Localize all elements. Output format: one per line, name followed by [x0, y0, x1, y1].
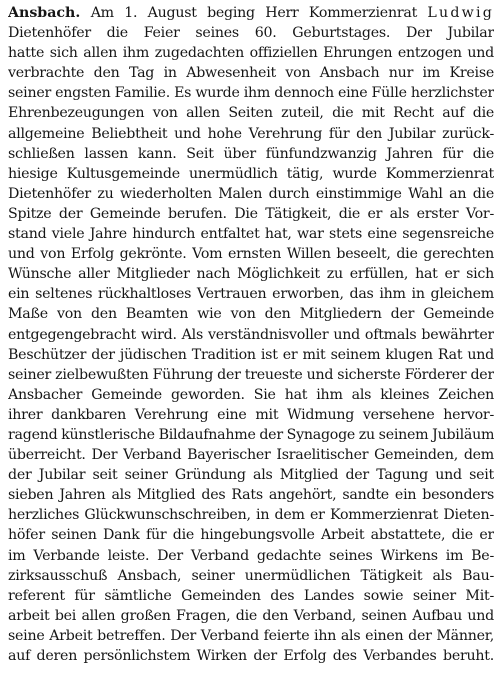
article-line-13: und von Erfolg gekrönte. Vom ernsten Willen beseelt, die gerechten: [8, 246, 494, 263]
article-line-30: referent für sämtliche Gemeinden des Landes sowie seiner Mit-: [8, 587, 494, 604]
article-text-1a: Am 1. August beging Herr Kommerzienrat: [90, 5, 418, 21]
article-line-11: Spitze der Gemeinde berufen. Die Tätigkeit, die er als erster Vor-: [8, 205, 494, 222]
article-line-15: ein seltenes rückhaltloses Vertrauen erworben, das ihm in gleichem: [8, 286, 494, 303]
article-line-22: ragend künstlerische Bildaufnahme der Synagoge zu seinem Jubiläum: [8, 426, 494, 443]
article-line-10: Dietenhöfer zu wiederholten Malen durch einstimmige Wahl an die: [8, 185, 494, 202]
article-line-26: herzliches Glückwunschschreiben, in dem er Kommerzienrat Dieten-: [8, 507, 494, 524]
article-line-20: Ansbacher Gemeinde geworden. Sie hat ihm als kleines Zeichen: [8, 386, 494, 403]
article-line-17: entgegengebracht wird. Als verständnisvoller und oftmals bewährter: [8, 326, 494, 343]
article-line-8: schließen lassen kann. Seit über fünfundzwanzig Jahren für die: [8, 145, 494, 162]
article-line-25: sieben Jahren als Mitglied des Rats angehört, sandte ein besonders: [8, 487, 494, 504]
article-line-5: seiner engsten Familie. Es wurde ihm dennoch eine Fülle herzlichster: [8, 85, 494, 102]
article-line-28: im Verbande leiste. Der Verband gedachte seines Wirkens im Be-: [8, 547, 494, 564]
article-line-3: hatte sich allen ihm zugedachten offiziellen Ehrungen entzogen und: [8, 45, 494, 62]
article-line-16: Maße von den Beamten wie von den Mitgliedern der Gemeinde: [8, 306, 494, 323]
article-line-9: hiesige Kultusgemeinde unermüdlich tätig, wurde Kommerzienrat: [8, 165, 494, 182]
article-line-31: arbeit bei allen großen Fragen, die den Verband, seinen Aufbau und: [8, 607, 494, 624]
article-text-1b: Ludwig: [427, 5, 494, 21]
article-line-18: Beschützer der jüdischen Tradition ist er mit seinem klugen Rat und: [8, 346, 494, 363]
article-line-27: höfer seinen Dank für die hingebungsvolle Arbeit abstattete, die er: [8, 527, 494, 544]
article-line-21: ihrer dankbaren Verehrung eine mit Widmung versehene hervor-: [8, 406, 494, 423]
article-line-19: seiner zielbewußten Führung der treueste und sicherste Förderer der: [8, 366, 494, 383]
article-line-32: seine Arbeit betreffen. Der Verband feierte ihn als einen der Männer,: [8, 627, 494, 644]
article-line-34: [8, 666, 494, 686]
article-line-1: [8, 3, 494, 23]
article-line-33: auf deren persönlichstem Wirken der Erfolg des Verbandes beruht.: [8, 648, 494, 664]
article-line-29: zirksausschuß Ansbach, seiner unermüdlichen Tätigkeit als Bau-: [8, 567, 494, 584]
article-line-7: allgemeine Beliebtheit und hohe Verehrung für den Jubilar zurück-: [8, 125, 494, 142]
article-line-6: Ehrenbezeugungen von allen Seiten zuteil, die mit Recht auf die: [8, 105, 494, 122]
article-line-23: überreicht. Der Verband Bayerischer Israelitischer Gemeinden, dem: [8, 447, 494, 464]
article-line-12: stand viele Jahre hindurch entfaltet hat, war stets eine segensreiche: [8, 226, 494, 243]
article-line-24: der Jubilar seit seiner Gründung als Mitglied der Tagung und seit: [8, 467, 494, 484]
article-line-4: verbrachte den Tag in Abwesenheit von Ansbach nur im Kreise: [8, 65, 494, 82]
article-line-2: Dietenhöfer die Feier seines 60. Geburtstages. Der Jubilar: [8, 25, 494, 42]
place-heading: Ansbach.: [8, 5, 81, 21]
article-line-14: Wünsche aller Mitglieder nach Möglichkeit zu erfüllen, hat er sich: [8, 266, 494, 283]
